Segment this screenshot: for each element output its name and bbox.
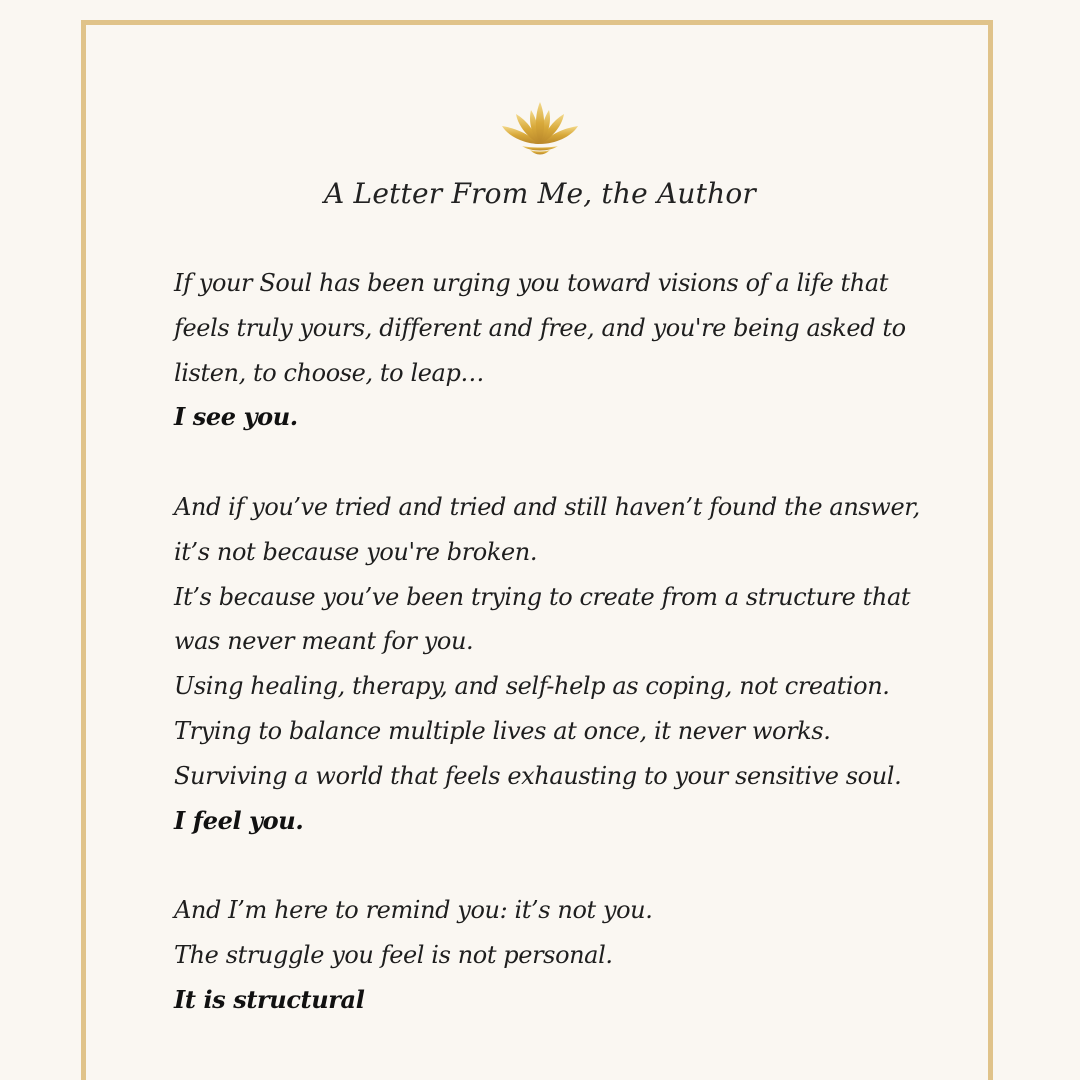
letter-line: The struggle you feel is not personal. — [174, 940, 613, 969]
paragraph-spacer — [174, 440, 954, 485]
letter-line: It’s because you’ve been trying to create from a structure that — [174, 582, 911, 611]
closing-statement: It is structural — [174, 984, 365, 1014]
letter-line: was never meant for you. — [174, 627, 474, 656]
lotus-icon — [500, 100, 580, 156]
letter-line: it’s not because you're broken. — [174, 537, 538, 566]
letter-body — [174, 261, 954, 1023]
letter-line: Trying to balance multiple lives at once, it never works. — [174, 716, 831, 745]
paragraph-spacer — [174, 843, 954, 888]
letter-line: feels truly yours, different and free, and you're being asked to — [174, 313, 906, 342]
letter-line: And I’m here to remind you: it’s not you. — [174, 896, 653, 925]
page-title: A Letter From Me, the Author — [324, 177, 756, 210]
closing-statement: I see you. — [174, 402, 298, 432]
letter-line: Surviving a world that feels exhausting to your sensitive soul. — [174, 761, 902, 790]
closing-statement: I feel you. — [174, 805, 304, 835]
letter-line: And if you’ve tried and tried and still haven’t found the answer, — [174, 492, 920, 521]
letter-line: If your Soul has been urging you toward visions of a life that — [174, 269, 888, 297]
letter-line: listen, to choose, to leap… — [174, 358, 485, 387]
letter-line: Using healing, therapy, and self-help as coping, not creation. — [174, 672, 890, 701]
